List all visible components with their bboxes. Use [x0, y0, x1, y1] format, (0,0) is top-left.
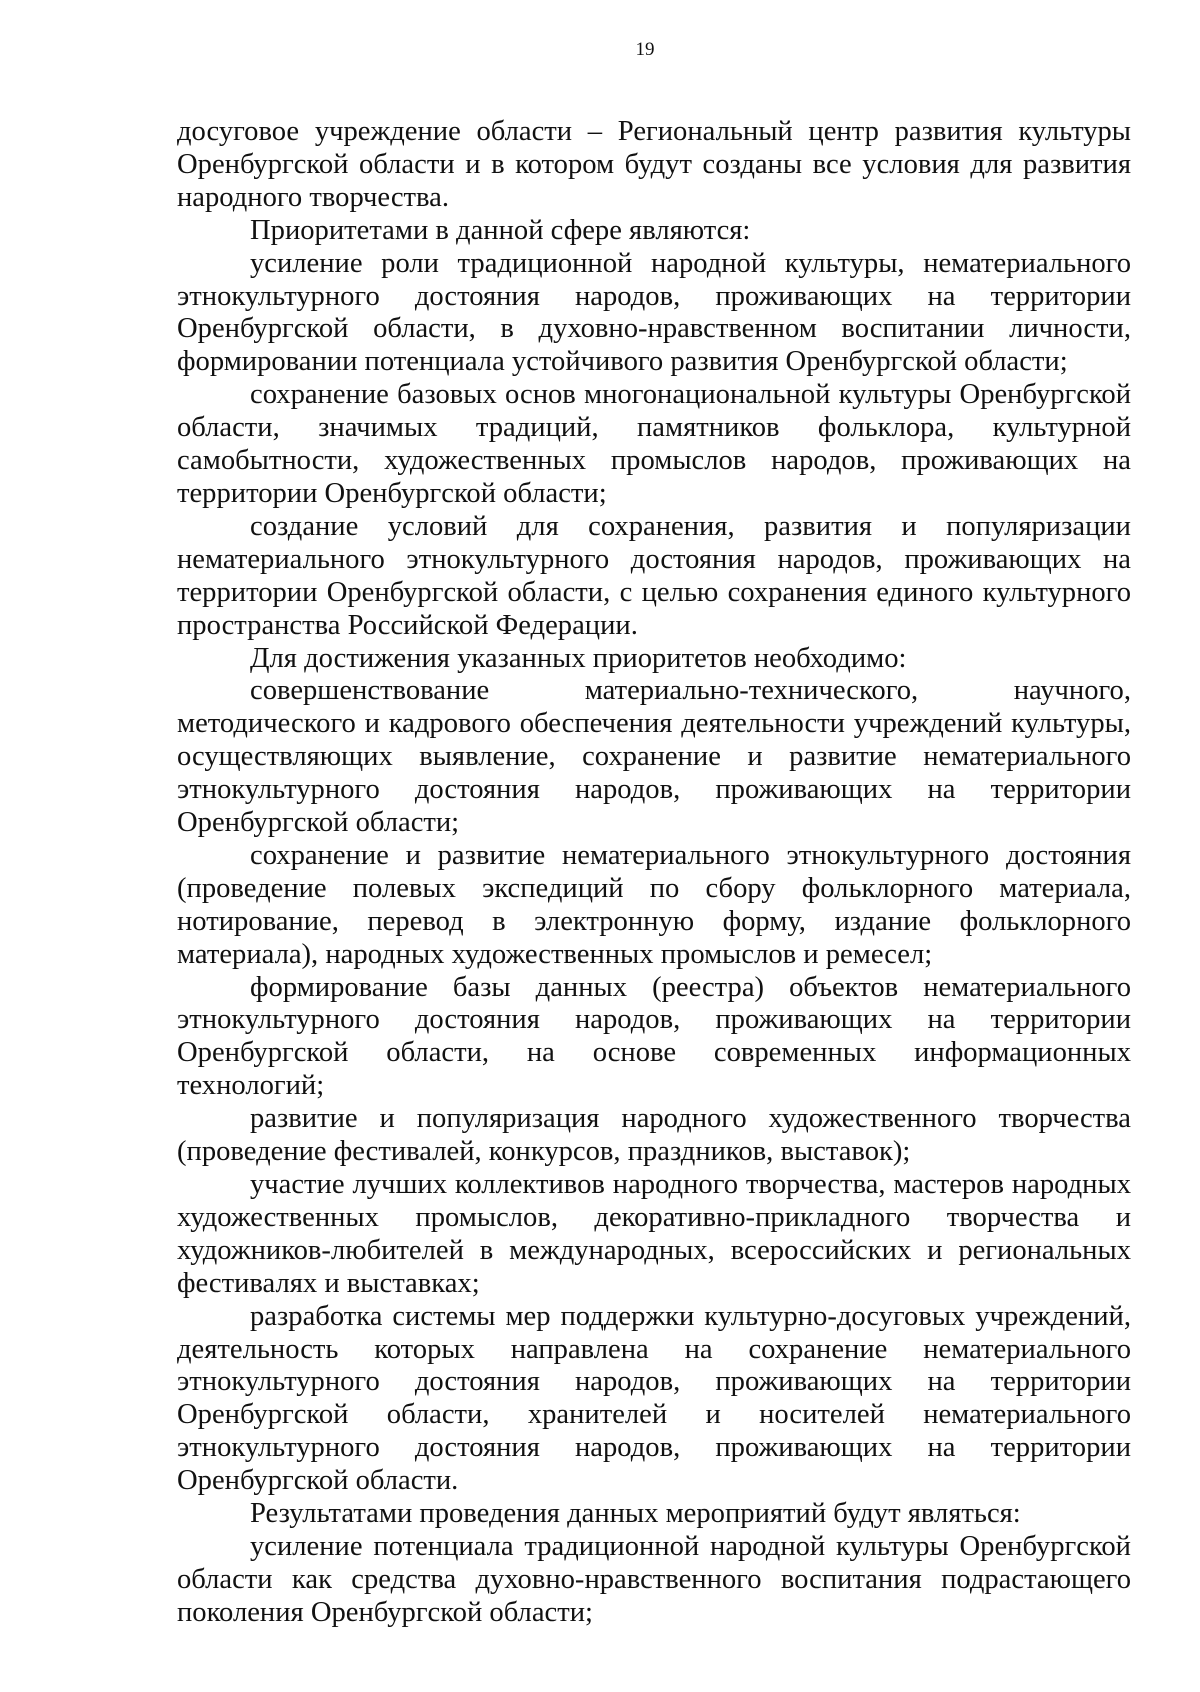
paragraph: создание условий для сохранения, развития и популяризации нематериального этнокультурного достояния народов, проживающих на территории Оренбургской области, с целью сохранения единого культурного пространства Российской Федерации.	[177, 510, 1131, 641]
paragraph: Результатами проведения данных мероприятий будут являться:	[250, 1498, 1021, 1530]
paragraph-continuation: досуговое учреждение области – Региональный центр развития культуры Оренбургской области и в котором будут созданы все условия для развития народного творчества.	[177, 116, 1131, 213]
paragraph: развитие и популяризация народного художественного творчества (проведение фестивалей, конкурсов, праздников, выставок);	[177, 1103, 1131, 1168]
page-number: 19	[635, 39, 655, 60]
paragraph: формирование базы данных (реестра) объектов нематериального этнокультурного достояния народов, проживающих на территории Оренбургской области, на основе современных информационных технологий;	[177, 971, 1131, 1102]
paragraph: совершенствование материально-технического, научного, методического и кадрового обеспечения деятельности учреждений культуры, осуществляющих выявление, сохранение и развитие нематериального этнокультурного достояния народов, проживающих на территории Оренбургской области;	[177, 675, 1131, 839]
paragraph: сохранение базовых основ многонациональной культуры Оренбургской области, значимых традиций, памятников фольклора, культурной самобытности, художественных промыслов народов, проживающих на территории Оренбургской области;	[177, 379, 1131, 509]
paragraph: Приоритетами в данной сфере являются:	[250, 214, 751, 246]
paragraph: участие лучших коллективов народного творчества, мастеров народных художественных промыслов, декоративно-прикладного творчества и художников-любителей в международных, всероссийских и региональных фестивалях и выставках;	[177, 1169, 1131, 1299]
document-body	[177, 116, 1131, 1630]
paragraph: Для достижения указанных приоритетов необходимо:	[250, 642, 907, 674]
paragraph: усиление роли традиционной народной культуры, нематериального этнокультурного достояния народов, проживающих на территории Оренбургской области, в духовно-нравственном воспитании личности, формировании потенциала устойчивого развития Оренбургской области;	[177, 247, 1131, 378]
paragraph: сохранение и развитие нематериального этнокультурного достояния (проведение полевых экспедиций по сбору фольклорного материала, нотирование, перевод в электронную форму, издание фольклорного материала), народных художественных промыслов и ремесел;	[177, 839, 1131, 970]
paragraph: разработка системы мер поддержки культурно-досуговых учреждений, деятельность которых направлена на сохранение нематериального этнокультурного достояния народов, проживающих на территории Оренбургской области, хранителей и носителей нематериального этнокультурного достояния народов, проживающих на территории Оренбургской области.	[177, 1300, 1131, 1497]
paragraph: усиление потенциала традиционной народной культуры Оренбургской области как средства духовно-нравственного воспитания подрастающего поколения Оренбургской области;	[177, 1530, 1131, 1628]
